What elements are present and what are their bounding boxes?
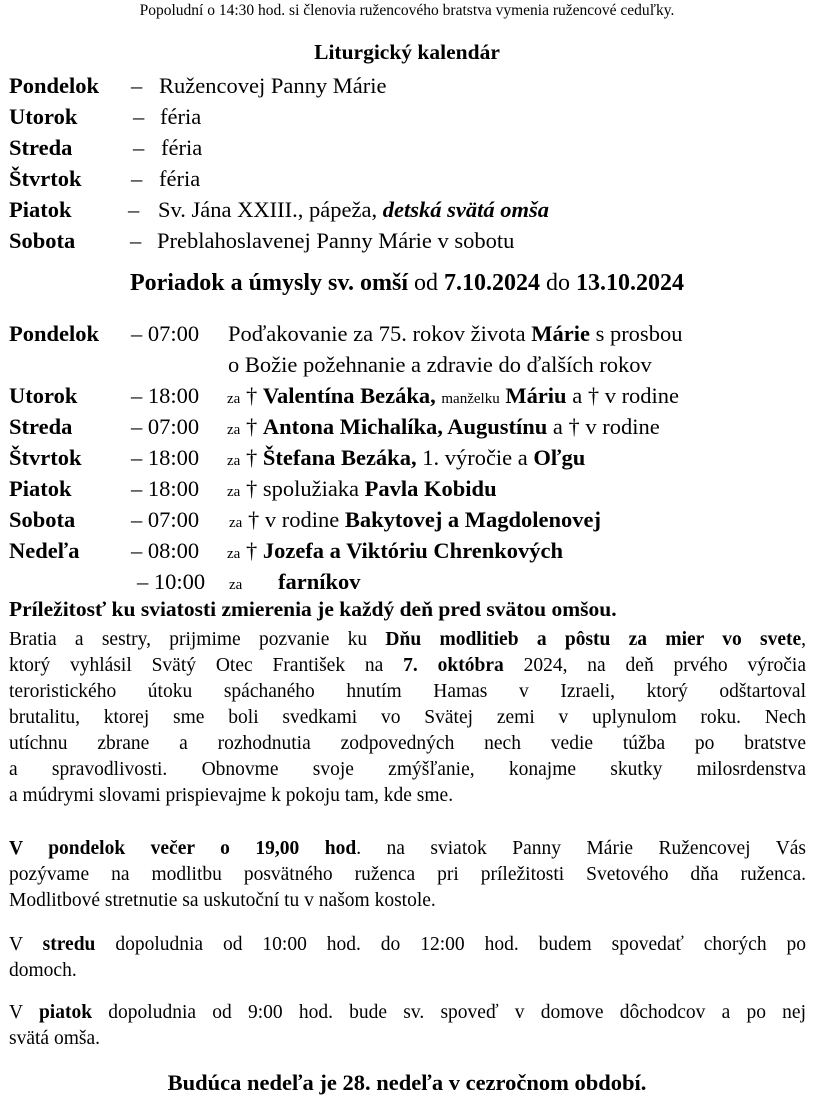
calendar-day: Piatok	[9, 197, 72, 222]
calendar-row	[0, 194, 814, 225]
calendar-text: Sv. Jána XXIII., pápeža, detská svätá omša	[158, 197, 549, 222]
calendar-row	[0, 225, 814, 256]
calendar-dash: –	[131, 73, 143, 98]
schedule-row: Streda – 07:00 za † Antona Michalíka, Augustínu a † v rodine	[9, 414, 660, 439]
calendar-text: féria	[160, 104, 202, 129]
calendar-text: Preblahoslavenej Panny Márie v sobotu	[157, 228, 515, 253]
confession-heading: Príležitosť ku sviatosti zmierenia je každý deň pred svätou omšou.	[9, 597, 617, 621]
calendar-row	[0, 101, 814, 132]
schedule-row: – 10:00 za farníkov	[137, 569, 361, 594]
calendar-day: Utorok	[9, 104, 78, 129]
next-sunday-note: Budúca nedeľa je 28. nedeľa v cezročnom období.	[167, 1070, 647, 1095]
calendar-dash: –	[131, 166, 143, 191]
schedule-row: Pondelok – 07:00 Poďakovanie za 75. rokov života Márie s prosbou	[9, 321, 683, 346]
schedule-title: Poriadok a úmysly sv. omší od 7.10.2024 do 13.10.2024	[129, 270, 685, 296]
calendar-text: féria	[159, 166, 201, 191]
paragraph-friday: V piatok dopoludnia od 9:00 hod. bude sv. spoveď v domove dôchodcov a po nej svätá omša.	[9, 1002, 806, 1049]
calendar-day: Pondelok	[9, 73, 100, 98]
calendar-emphasis: detská svätá omša	[382, 197, 549, 222]
paragraph-wednesday: V stredu dopoludnia od 10:00 hod. do 12:00 hod. budem spovedať chorých po domoch.	[9, 934, 806, 981]
schedule-row: Utorok – 18:00 za † Valentína Bezáka, manželku Máriu a † v rodine	[9, 383, 680, 408]
schedule-row: Nedeľa – 08:00 za † Jozefa a Viktóriu Chrenkových	[9, 538, 564, 563]
header-note: Popoludní o 14:30 hod. si členovia ružencového bratstva vymenia ružencové ceduľky.	[139, 2, 675, 19]
calendar-row	[0, 163, 814, 194]
calendar-day: Štvrtok	[9, 166, 82, 191]
calendar-text: féria	[161, 135, 203, 160]
paragraph-rosary: V pondelok večer o 19,00 hod. na sviatok Panny Márie Ružencovej Vás pozývame na modlitbu posvätného ruženca pri príležitosti Svetového dňa ruženca. Modlitbové stretnutie sa uskutoční tu v našom kostole.	[9, 838, 807, 911]
schedule-row-continuation: o Božie požehnanie a zdravie do ďalších rokov	[228, 352, 652, 377]
calendar-dash: –	[128, 197, 140, 222]
calendar-day: Streda	[9, 135, 73, 160]
calendar-day: Sobota	[9, 228, 76, 253]
calendar-title: Liturgický kalendár	[314, 40, 500, 64]
calendar-dash: –	[130, 228, 142, 253]
calendar-row	[0, 132, 814, 163]
paragraph-peace-prayer: Bratia a sestry, prijmime pozvanie ku Dňu modlitieb a pôstu za mier vo svete, ktorý vyhlásil Svätý Otec František na 7. októbra 2024, na deň prvého výročia teroristického útoku spáchaného hnutím Hamas v Izraeli, ktorý odštartoval brutalitu, ktorej sme boli svedkami vo Svätej zemi v uplynulom roku. Nech utíchnu zbrane a rozhodnutia zodpovedných nech vedie túžba po bratstve a spravodlivosti. Obnovme svoje zmýšľanie, konajme skutky milosrdenstva a múdrymi slovami prispievajme k pokoju tam, kde sme.	[9, 629, 807, 806]
calendar-row	[0, 70, 814, 101]
schedule-row: Štvrtok – 18:00 za † Štefana Bezáka, 1. výročie a Oľgu	[9, 445, 586, 470]
calendar-dash: –	[133, 104, 145, 129]
calendar-dash: –	[133, 135, 145, 160]
schedule-row: Sobota – 07:00 za † v rodine Bakytovej a Magdolenovej	[9, 507, 602, 532]
calendar-text: Ružencovej Panny Márie	[159, 73, 387, 98]
schedule-row: Piatok – 18:00 za † spolužiaka Pavla Kobidu	[9, 476, 497, 501]
